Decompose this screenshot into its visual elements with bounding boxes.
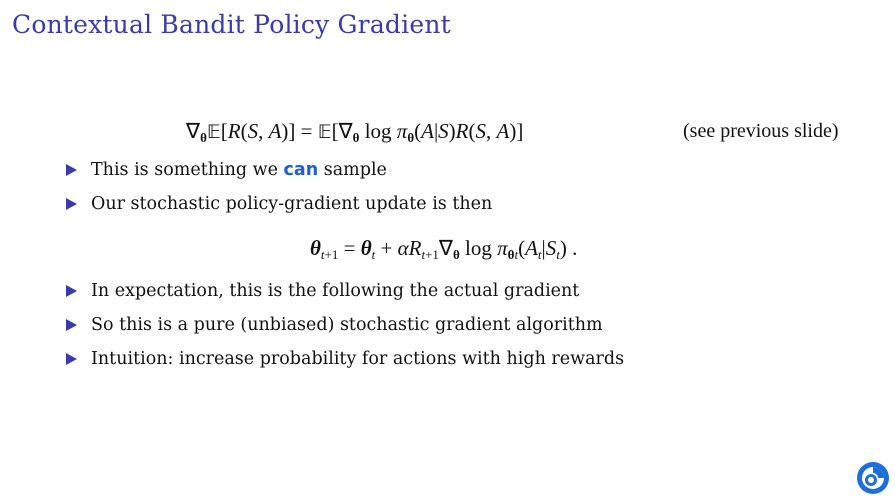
slide-title: Contextual Bandit Policy Gradient <box>12 10 451 39</box>
bullet-text-before: This is something we <box>91 160 284 180</box>
bullet-text: So this is a pure (unbiased) stochastic gradient algorithm <box>91 315 603 335</box>
bullet-text: Intuition: increase probability for actions with high rewards <box>91 349 625 369</box>
list-item <box>66 308 624 342</box>
bullet-text-after: sample <box>318 160 387 180</box>
list-item <box>66 153 492 187</box>
deepmind-logo-icon <box>855 460 891 496</box>
update-rule-equation: $\theta_{t+1} = \theta_t + \alpha R_{t+1}\nabla_\theta$ $\log \pi_{\theta t}(A_t|S_t)$ . <box>310 236 578 262</box>
list-item <box>66 342 624 376</box>
bullet-arrow-icon <box>66 353 77 365</box>
bullet-arrow-icon <box>66 319 77 331</box>
bullet-list-top <box>66 153 492 221</box>
emphasis-text: can <box>283 160 319 180</box>
bullet-arrow-icon <box>66 164 77 176</box>
side-note: (see previous slide) <box>683 120 839 142</box>
bullet-arrow-icon <box>66 198 77 210</box>
list-item <box>66 187 492 221</box>
bullet-text: Our stochastic policy-gradient update is then <box>91 194 493 214</box>
bullet-list-bottom <box>66 274 624 376</box>
list-item <box>66 274 624 308</box>
policy-gradient-equation: $\nabla_\theta 𝔼[R(S$, $A)] = 𝔼[\nabla_\theta$ $\log \pi_\theta(A|S)R(S$, A)] <box>186 119 524 145</box>
bullet-arrow-icon <box>66 285 77 297</box>
bullet-text: In expectation, this is the following the actual gradient <box>91 281 580 301</box>
